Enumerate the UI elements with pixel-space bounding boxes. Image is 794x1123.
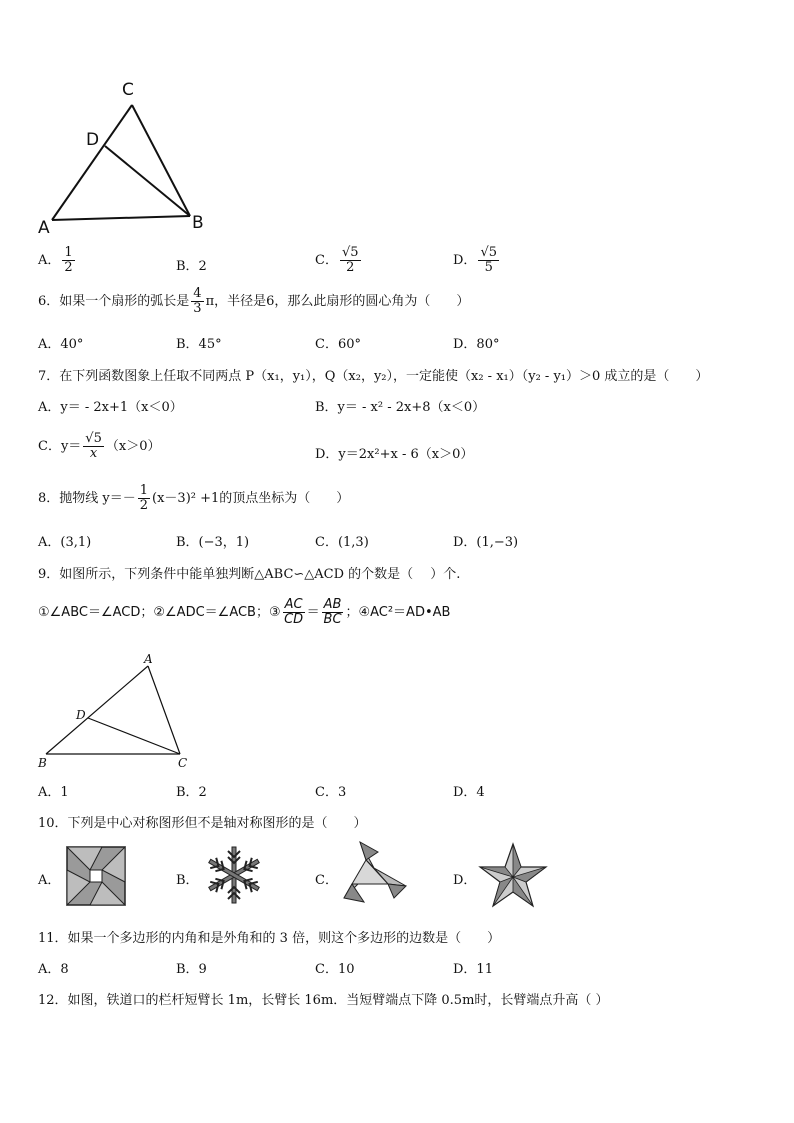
q10-stem: 10．下列是中心对称图形但不是轴对称图形的是（ ）	[38, 816, 367, 831]
q9-option-a[interactable]: A．1	[38, 785, 69, 800]
fig1-label-d: D	[86, 130, 100, 150]
q7-stem: 7．在下列函数图象上任取不同两点 P（x₁，y₁），Q（x₂，y₂），一定能使（x₂ - x₁）（y₂ - y₁）＞0 成立的是（ ）	[38, 369, 709, 384]
snowflake-icon	[202, 843, 266, 907]
q11-stem: 11．如果一个多边形的内角和是外角和的 3 倍，则这个多边形的边数是（ ）	[38, 931, 501, 946]
q12-stem: 12．如图，铁道口的栏杆短臂长 1m，长臂长 16m．当短臂端点下降 0.5m时，长臂端点升高（ ）	[38, 993, 609, 1008]
fig2-label-d: D	[76, 708, 86, 722]
q7-option-b[interactable]: B．y＝ - x² - 2x+8（x＜0）	[315, 400, 486, 415]
q9-option-c[interactable]: C．3	[315, 785, 347, 800]
q5-option-d[interactable]: D． $\frac{√5}{5}$	[453, 245, 497, 275]
fig2-label-c: C	[178, 756, 188, 770]
fig1-label-c: C	[122, 80, 134, 100]
q9-conditions: ①∠ABC＝∠ACD；②∠ADC＝∠ACB；③ $\frac{AC}{CD}$ ＝ $\frac{AB}{BC}$ ；④AC²＝AD•AB	[38, 597, 451, 627]
q8-stem: 8．抛物线 y＝－ $\frac{1}{2}$ (x－3)² +1的顶点坐标为（ ）	[38, 483, 350, 513]
five-point-star-icon	[478, 842, 548, 908]
triangle-abc-figure-2	[36, 650, 196, 770]
fig2-label-a: A	[144, 652, 153, 666]
q10-option-a[interactable]: A．	[38, 873, 61, 888]
q10-option-b[interactable]: B．	[176, 873, 199, 888]
q8-option-c[interactable]: C．(1,3)	[315, 535, 369, 550]
q6-stem: 6．如果一个扇形的弧长是 $\frac{4}{3}$ π，半径是6，那么此扇形的圆心角为（ ）	[38, 286, 470, 316]
fig2-label-b: B	[38, 756, 47, 770]
q7-option-a[interactable]: A．y＝ - 2x+1（x＜0）	[38, 400, 183, 415]
q9-stem: 9．如图所示，下列条件中能单独判断△ABC∽△ACD 的个数是（ ）个.	[38, 567, 461, 582]
q10-option-d[interactable]: D．	[453, 873, 477, 888]
q6-option-c[interactable]: C．60°	[315, 337, 361, 352]
q11-option-d[interactable]: D．11	[453, 962, 493, 977]
q8-option-b[interactable]: B．(−3，1)	[176, 535, 250, 550]
q6-option-b[interactable]: B．45°	[176, 337, 222, 352]
q9-option-d[interactable]: D．4	[453, 785, 485, 800]
q8-option-a[interactable]: A．(3,1)	[38, 535, 92, 550]
q11-option-a[interactable]: A．8	[38, 962, 69, 977]
fig1-label-b: B	[192, 213, 204, 233]
q6-option-a[interactable]: A．40°	[38, 337, 84, 352]
q8-option-d[interactable]: D．(1,−3)	[453, 535, 519, 550]
fig1-label-a: A	[38, 218, 50, 238]
q5-option-c[interactable]: C． $\frac{√5}{2}$	[315, 245, 359, 275]
q11-option-b[interactable]: B．9	[176, 962, 207, 977]
q9-option-b[interactable]: B．2	[176, 785, 207, 800]
q11-option-c[interactable]: C．10	[315, 962, 355, 977]
pinwheel-square-icon	[66, 846, 126, 906]
q5-option-b[interactable]: B．2	[176, 259, 207, 274]
q6-option-d[interactable]: D．80°	[453, 337, 500, 352]
pinwheel-triangle-icon	[338, 840, 410, 908]
q5-option-a[interactable]: A． $\frac{1}{2}$	[38, 245, 73, 275]
q7-option-d[interactable]: D．y＝2x²+x - 6（x＞0）	[315, 447, 474, 462]
q10-option-c[interactable]: C．	[315, 873, 338, 888]
q7-option-c[interactable]: C．y＝ $\frac{√5}{x}$ （x＞0）	[38, 431, 161, 461]
